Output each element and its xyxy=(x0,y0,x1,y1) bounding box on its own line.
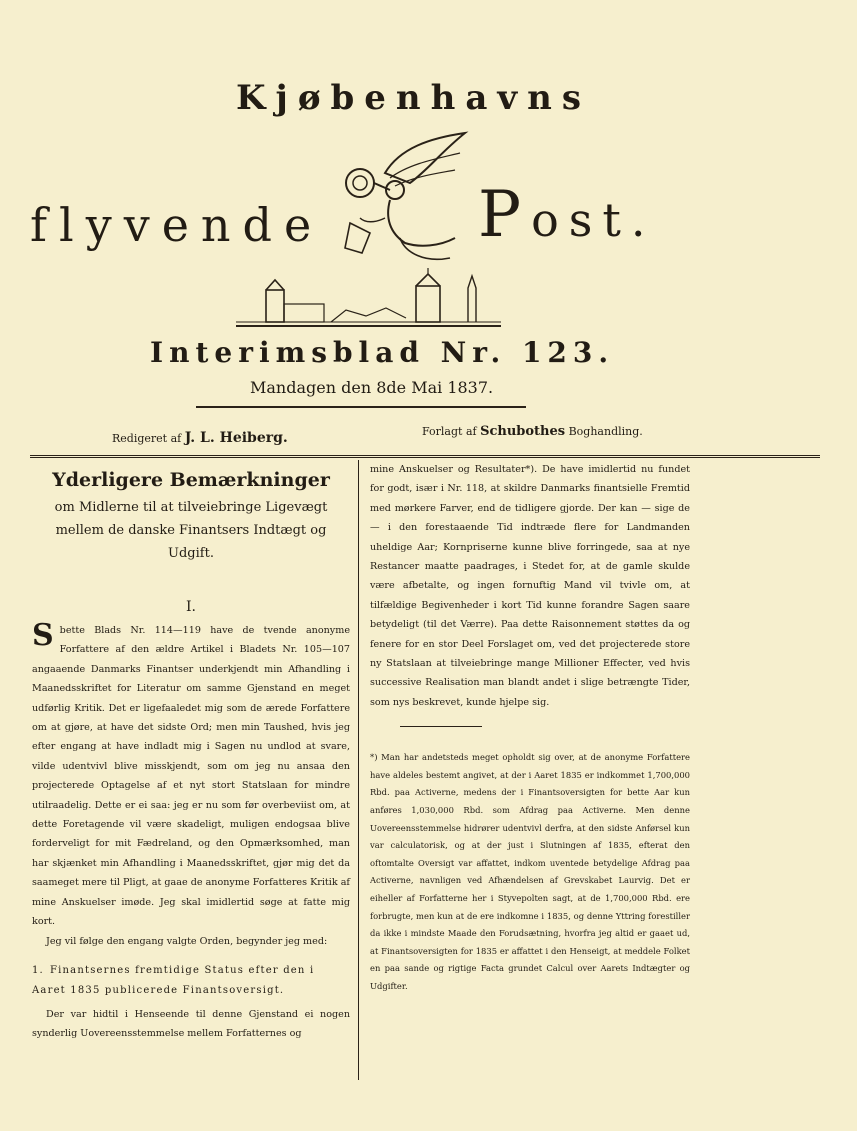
masthead-top-line: Kjøbenhavns xyxy=(236,78,592,118)
masthead-left-word: flyvende xyxy=(30,198,324,252)
issue-date: Mandagen den 8de Mai 1837. xyxy=(250,378,494,397)
editor-prefix: Redigeret af xyxy=(112,432,182,445)
date-divider xyxy=(196,406,526,408)
editor-name: J. L. Heiberg. xyxy=(184,430,288,446)
editor-credit xyxy=(112,430,288,446)
article-title: Yderligere Bemærkninger xyxy=(52,469,330,491)
paragraph-3: Der var hidtil i Henseende til denne Gjenstand ei nogen synderlig Uovereensstemmelse mellem Forfatternes og xyxy=(32,1008,350,1040)
left-column xyxy=(32,468,350,1044)
paragraph-2: Jeg vil følge den engang valgte Orden, begynder jeg med: xyxy=(46,935,328,947)
town-skyline-icon xyxy=(236,268,501,330)
publisher-credit xyxy=(422,424,643,439)
section-number: I. xyxy=(186,599,196,615)
masthead-initial: P xyxy=(478,178,532,252)
drop-cap: S xyxy=(32,618,54,653)
publisher-name: Schubothes xyxy=(480,424,566,439)
masthead-rest: ost. xyxy=(531,193,656,247)
paragraph-1-text: bette Blads Nr. 114—119 have de tvende anonyme Forfattere af den ældre Artikel i Bladets Nr. 105—107 angaaende Danmarks Finantser underkjendt min Afhandling i Maanedsskriftet for Literatur om samme Gjenstand en meget udførlig Kritik. Det er ligefaaledet mig som de ærede Forfattere om at gjøre, at have det sidste Ord; men min Taushed, hvis jeg efter engang at have indladt mig i Sagen nu undlod at svare, vilde udentvivl blive misskjendt, som om jeg nu ansaa den projecterede Optagelse af et nyt stort Statslaan for mindre utilraadelig. Dette er ei saa: jeg er nu som før overbeviist om, at dette Foretagende vil være skadeligt, muligen endogsaa blive forderveligt for mit Fædreland, og den Opmærksomhed, man har skjænket min Afhandling i Maanedsskriftet, gjør mig det da saameget mere til Pligt, at gaae de anonyme Forfatteres Kritik af mine Anskuelser imøde. Jeg skal imidlertid søge at fatte mig kort. xyxy=(32,625,350,928)
right-column xyxy=(370,460,690,996)
publisher-suffix: Boghandling. xyxy=(568,425,643,438)
column-divider xyxy=(358,460,359,1080)
paragraph-1 xyxy=(32,618,350,932)
list-text: Finantsernes fremtidige Status efter den i Aaret 1835 publicerede Finantsoversigt. xyxy=(32,964,315,996)
list-number: 1. xyxy=(32,964,44,976)
article-subtitle: om Midlerne til at tilveiebringe Ligevægt mellem de danske Finantsers Indtægt og Udgift. xyxy=(54,500,328,561)
footnote: *) Man har andetsteds meget opholdt sig over, at de anonyme Forfattere have aldeles bestemt angivet, at der i Aaret 1835 er indkommet 1,700,000 Rbd. paa Activerne, medens der i Finantsoversigten for bette Aar kun anføres 1,030,000 Rbd. som Afdrag paa Activerne. Men denne Uovereensstemmelse hidrører udentvivl derfra, at den sidste Anførsel kun var calculatorisk, og at der just i Slutningen af 1835, efterat den oftomtalte Oversigt var affattet, indkom uventede betydelige Afdrag paa Activerne, navnligen ved Afhændelsen af Grevskabet Laurvig. Det er eiheller af Forfatterne her i Styvepolten sagt, at de 1,700,000 Rbd. ere forbrugte, men kun at de ere indkomne i 1835, og denne Yttring forestiller da ikke i mindste Maade den Forudsætning, hvorfra jeg altid er gaaet ud, at Finantsoversigten for 1835 er affattet i den Henseigt, at meddele Folket en paa sande og rigtige Facta grundet Calcul over Aarets Indtægter og Udgifter. xyxy=(370,752,690,991)
footnote-divider xyxy=(400,726,482,727)
header-divider xyxy=(30,455,820,458)
publisher-prefix: Forlagt af xyxy=(422,425,477,438)
right-paragraph: mine Anskuelser og Resultater*). De have imidlertid nu fundet for godt, især i Nr. 118, at skildre Danmarks finantsielle Fremtid med mørkere Farver, end de tidligere gjorde. Der kan — sige de — i den forestaaende Tid indtræde flere for Landmanden uheldige Aar; Kornpriserne kunne blive forringede, saa at nye Restancer maatte paadrages, i Stedet for, at de gamle skulde være afbetalte, og ingen fornuftig Mand vil tvivle om, at tilfældige Begivenheder i kort Tid kunne forandre Sagen saare betydeligt (til det Værre). Paa dette Raisonnement støttes da og fenere for en stor Deel Forslaget om, ved det projecterede store ny Statslaan at tilveiebringe mange Millioner Effecter, ved hvis successive Realisation man blandt andet i slige betrængte Tider, som nys beskrevet, kunde hjelpe sig. xyxy=(370,464,690,708)
issue-title: Interimsblad Nr. 123. xyxy=(150,336,615,369)
list-item xyxy=(32,961,350,1001)
masthead-right-word xyxy=(478,178,655,252)
